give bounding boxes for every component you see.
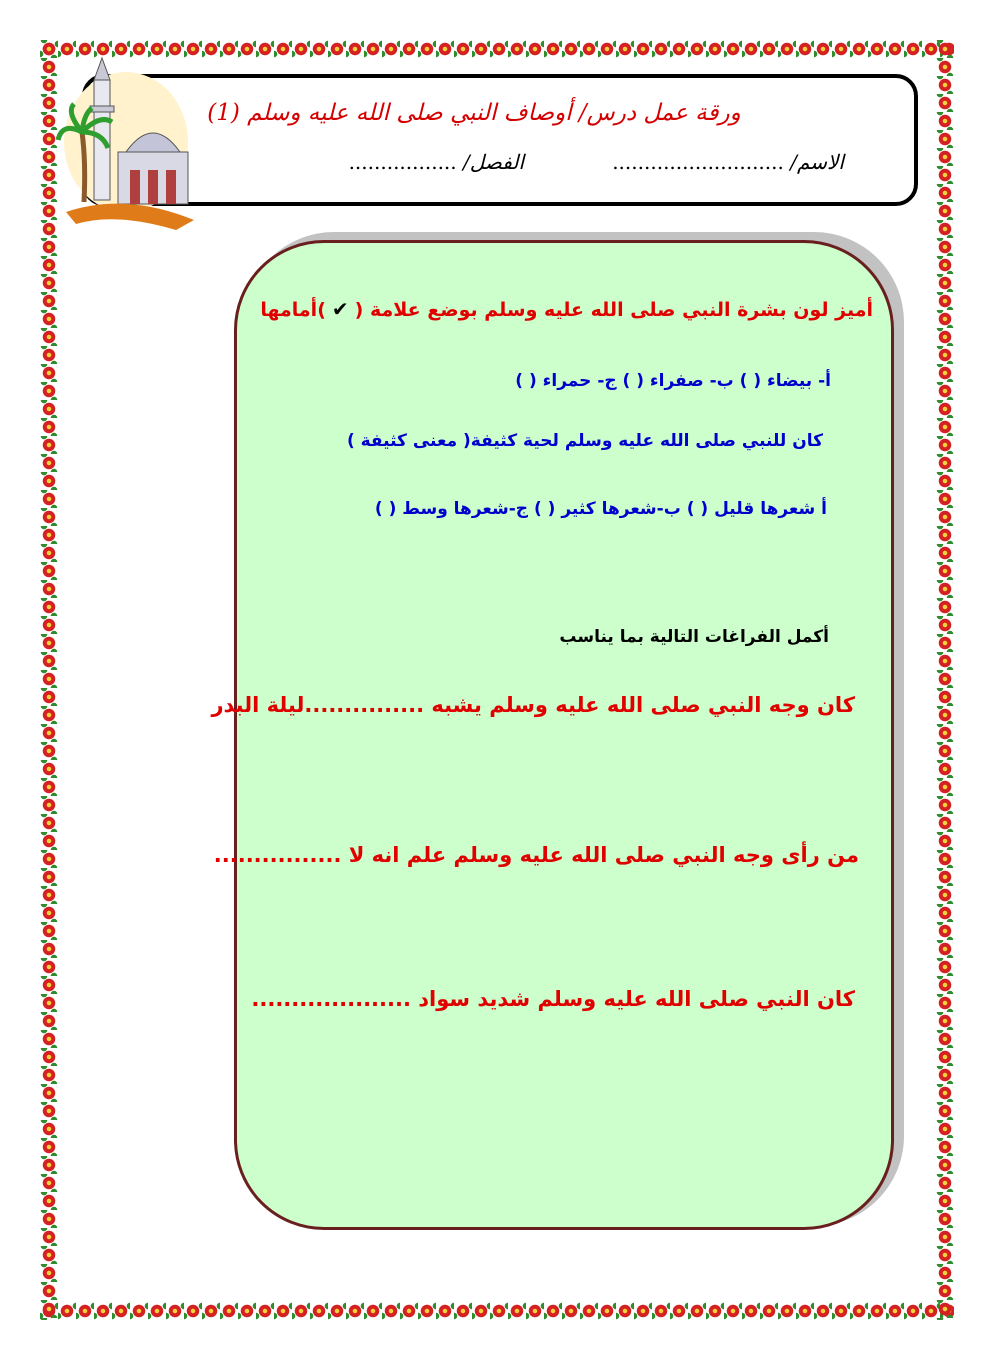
name-dots: ...........................	[612, 150, 784, 174]
floral-border-right	[936, 40, 954, 1320]
options-1[interactable]: أ- بيضاء ( ) ب- صفراء ( ) ج- حمراء ( )	[515, 371, 831, 391]
floral-border-left	[40, 40, 58, 1320]
sheet-title: ورقة عمل درس/ أوصاف النبي صلى الله عليه وسلم (1)	[207, 100, 741, 126]
section-2-heading: أكمل الفراغات التالية بما يناسب	[559, 627, 829, 647]
question-1-suffix: )أمامها	[260, 299, 326, 321]
mosque-icon	[56, 52, 196, 232]
name-field[interactable]	[612, 150, 844, 174]
class-label: الفصل/	[463, 150, 524, 174]
header-box	[82, 74, 918, 206]
options-2[interactable]: أ شعرها قليل ( ) ب-شعرها كثير ( ) ج-شعرها وسط ( )	[374, 499, 827, 519]
question-1-text: أميز لون بشرة النبي صلى الله عليه وسلم بوضع علامة (	[354, 299, 873, 321]
question-1	[260, 297, 873, 321]
fill-blank-2[interactable]: من رأى وجه النبي صلى الله عليه وسلم علم انه لا ................	[213, 843, 859, 867]
question-2: كان للنبي صلى الله عليه وسلم لحية كثيفة( معنى كثيفة )	[346, 431, 823, 451]
floral-border-bottom	[40, 1302, 954, 1320]
name-label: الاسم/	[790, 150, 844, 174]
class-field[interactable]	[349, 150, 524, 174]
class-dots: .................	[348, 150, 457, 174]
checkmark-icon: ✔	[331, 297, 349, 321]
fill-blank-3[interactable]: كان النبي صلى الله عليه وسلم شديد سواد ....................	[251, 987, 855, 1011]
fill-blank-1[interactable]: كان وجه النبي صلى الله عليه وسلم يشبه ...............ليلة البدر	[211, 693, 855, 717]
question-panel	[211, 240, 894, 1230]
